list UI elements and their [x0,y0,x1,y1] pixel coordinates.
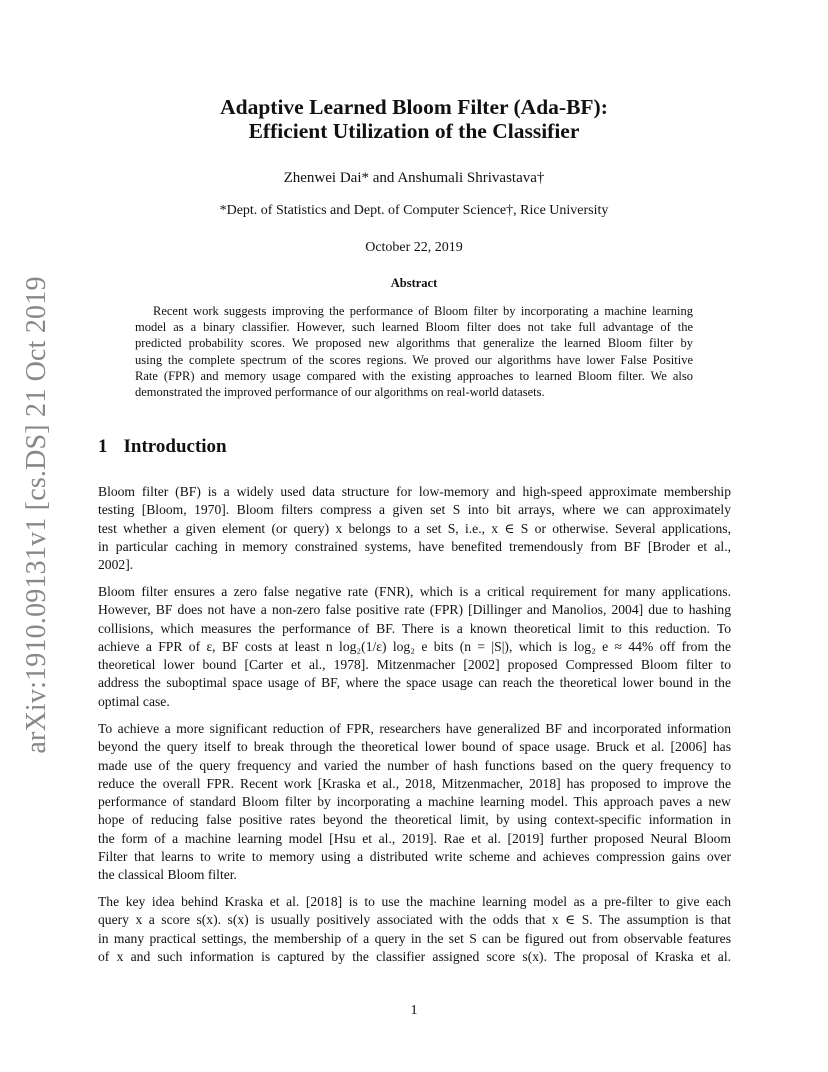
text-line: in particular caching in memory constrained systems, have benefited tremendously from BF [Broder et al., [98,538,731,554]
paragraph-1 [98,483,731,574]
text-line: performance of standard Bloom filter by incorporating a machine learning model. This approach paves a new [98,794,731,810]
abstract-line: model as a binary classifier. However, such learned Bloom filter does not take full advantage of the [135,320,693,335]
abstract-line: using the complete spectrum of the scores regions. We proved our algorithms have lower False Positive [135,352,693,367]
affiliation: *Dept. of Statistics and Dept. of Computer Science†, Rice University [219,203,609,218]
text-line: in many practical settings, the membership of a query in the set S can be figured out from observable features [98,930,731,946]
abstract-line: demonstrated the improved performance of our algorithms on real-world datasets. [135,385,545,400]
section-title: Introduction [123,436,227,457]
paragraph-2 [98,583,731,711]
text-line: the form of a machine learning model [Hsu et al., 2019]. Rae et al. [2019] further proposed Neural Bloom [98,830,731,846]
abstract-body [135,303,693,400]
text-line: address the suboptimal space usage of BF, where the space usage can reach the theoretical lower bound in the [98,675,731,691]
section-number: 1 [98,436,108,457]
abstract-heading: Abstract [390,276,438,290]
text-line: Filter that learns to write to memory using a distributed write scheme and achieves compression gains over [98,849,731,865]
text-line: theoretical lower bound [Carter et al., 1978]. Mitzenmacher [2002] proposed Compressed Bloom filter to [98,657,731,673]
title-line-1: Adaptive Learned Bloom Filter (Ada-BF): [220,95,608,119]
text-line: made use of the query frequency and varied the number of hash functions based on the query frequency to [98,757,731,773]
text-line: Bloom filter ensures a zero false negative rate (FNR), which is a critical requirement for many applications. [98,584,731,599]
text-line: To achieve a more significant reduction of FPR, researchers have generalized BF and incorporated information [98,721,731,736]
title-line-2: Efficient Utilization of the Classifier [248,119,580,143]
abstract-line: Recent work suggests improving the performance of Bloom filter by incorporating a machine learning [153,304,693,318]
text-line: reduce the overall FPR. Recent work [Kraska et al., 2018, Mitzenmacher, 2018] has proposed to improve the [98,775,731,791]
text-line: achieve a FPR of ε, BF costs at least n log₂(1/ε) log₂ e bits (n = |S|), which is log₂ e ≈ 44% off from the [98,638,731,654]
date: October 22, 2019 [365,240,463,255]
text-line: However, BF does not have a non-zero false positive rate (FPR) [Dillinger and Manolios, 2004] due to hashing [98,602,731,618]
arxiv-sidebar [15,276,59,754]
authors: Zhenwei Dai* and Anshumali Shrivastava† [283,170,545,186]
text-line: collisions, which measures the performance of BF. There is a known theoretical limit to this reduction. To [98,620,731,636]
text-line: the classical Bloom filter. [98,867,237,883]
text-line: The key idea behind Kraska et al. [2018] is to use the machine learning model as a pre-filter to give each [98,894,731,909]
paragraph-4 [98,893,731,966]
text-line: test whether a given element (or query) x belongs to a set S, i.e., x ∈ S or otherwise. Several applications, [98,520,731,536]
text-line: of x and such information is captured by the classifier assigned score s(x). The proposal of Kraska et al. [98,948,731,964]
arxiv-identifier: arXiv:1910.09131v1 [cs.DS] 21 Oct 2019 [21,276,52,754]
text-line: query x a score s(x). s(x) is usually positively associated with the odds that x ∈ S. The assumption is that [98,912,731,928]
page-number: 1 [410,1003,418,1018]
abstract-line: Rate (FPR) and memory usage compared with the existing approaches to learned Bloom filter. We also [135,368,693,383]
section-heading [98,436,227,458]
abstract-line: predicted probability scores. We proposed new algorithms that generalize the learned Bloom filter by [135,336,693,351]
text-line: hope of reducing false positive rates beyond the theoretical limit, by using context-specific information in [98,812,731,828]
text-line: 2002]. [98,557,134,573]
text-line: beyond the query itself to break through the theoretical lower bound of space usage. Bruck et al. [2006] has [98,739,731,755]
text-line: Bloom filter (BF) is a widely used data structure for low-memory and high-speed approximate membership [98,484,731,499]
paper-title [0,95,828,143]
paragraph-3 [98,720,731,885]
text-line: optimal case. [98,693,170,709]
text-line: testing [Bloom, 1970]. Bloom filters compress a given set S into bit arrays, where we can approximately [98,502,731,518]
